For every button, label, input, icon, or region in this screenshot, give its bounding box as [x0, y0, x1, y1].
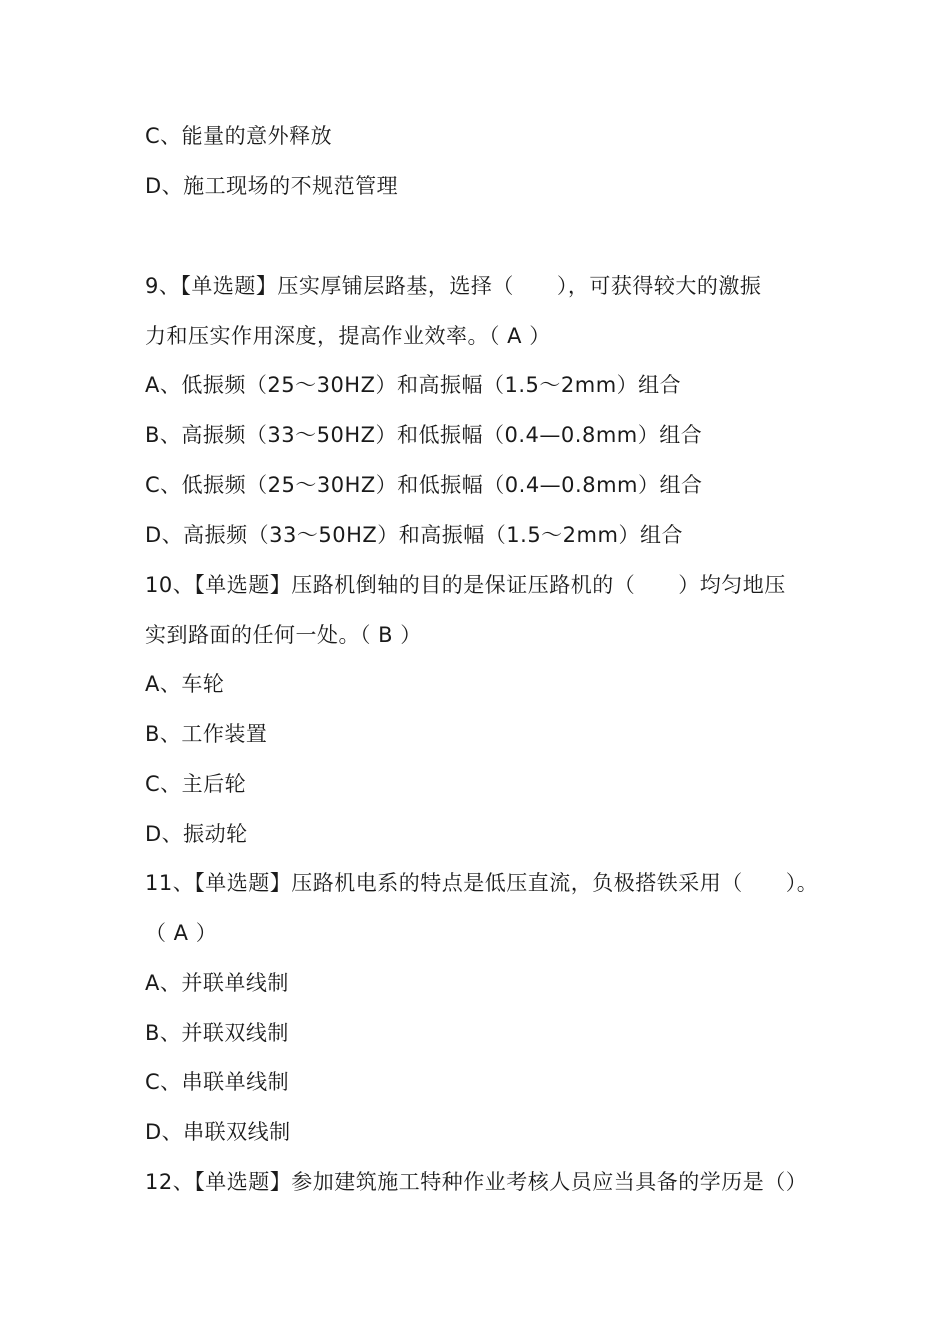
- q11-option-d: D、串联双线制: [145, 1120, 291, 1144]
- q11-option-b: B、并联双线制: [145, 1021, 289, 1045]
- q8-option-c: C、能量的意外释放: [145, 124, 333, 148]
- q10-option-d: D、振动轮: [145, 822, 248, 846]
- q9-option-a: A、低振频（25～30HZ）和高振幅（1.5～2mm）组合: [145, 373, 682, 397]
- q10-stem-line2: 实到路面的任何一处。（ B ）: [145, 623, 422, 647]
- q10-option-a: A、车轮: [145, 672, 225, 696]
- q10-option-c: C、主后轮: [145, 772, 247, 796]
- q9-option-d: D、高振频（33～50HZ）和高振幅（1.5～2mm）组合: [145, 523, 683, 547]
- q9-stem-line1: 9、【单选题】压实厚铺层路基，选择（ ），可获得较大的激振: [145, 274, 762, 298]
- q11-stem-line1: 11、【单选题】压路机电系的特点是低压直流，负极搭铁采用（ ）。: [145, 871, 819, 895]
- q12-stem-line1: 12、【单选题】参加建筑施工特种作业考核人员应当具备的学历是（）: [145, 1170, 808, 1194]
- q9-stem-line2: 力和压实作用深度，提高作业效率。（ A ）: [145, 324, 551, 348]
- q10-stem-line1: 10、【单选题】压路机倒轴的目的是保证压路机的（ ）均匀地压: [145, 573, 786, 597]
- q9-option-c: C、低振频（25～30HZ）和低振幅（0.4—0.8mm）组合: [145, 473, 703, 497]
- q8-option-d: D、施工现场的不规范管理: [145, 174, 399, 198]
- q11-option-c: C、串联单线制: [145, 1070, 290, 1094]
- q9-option-b: B、高振频（33～50HZ）和低振幅（0.4—0.8mm）组合: [145, 423, 703, 447]
- q11-answer: （ A ）: [145, 921, 218, 945]
- q10-option-b: B、工作装置: [145, 722, 268, 746]
- q11-option-a: A、并联单线制: [145, 971, 289, 995]
